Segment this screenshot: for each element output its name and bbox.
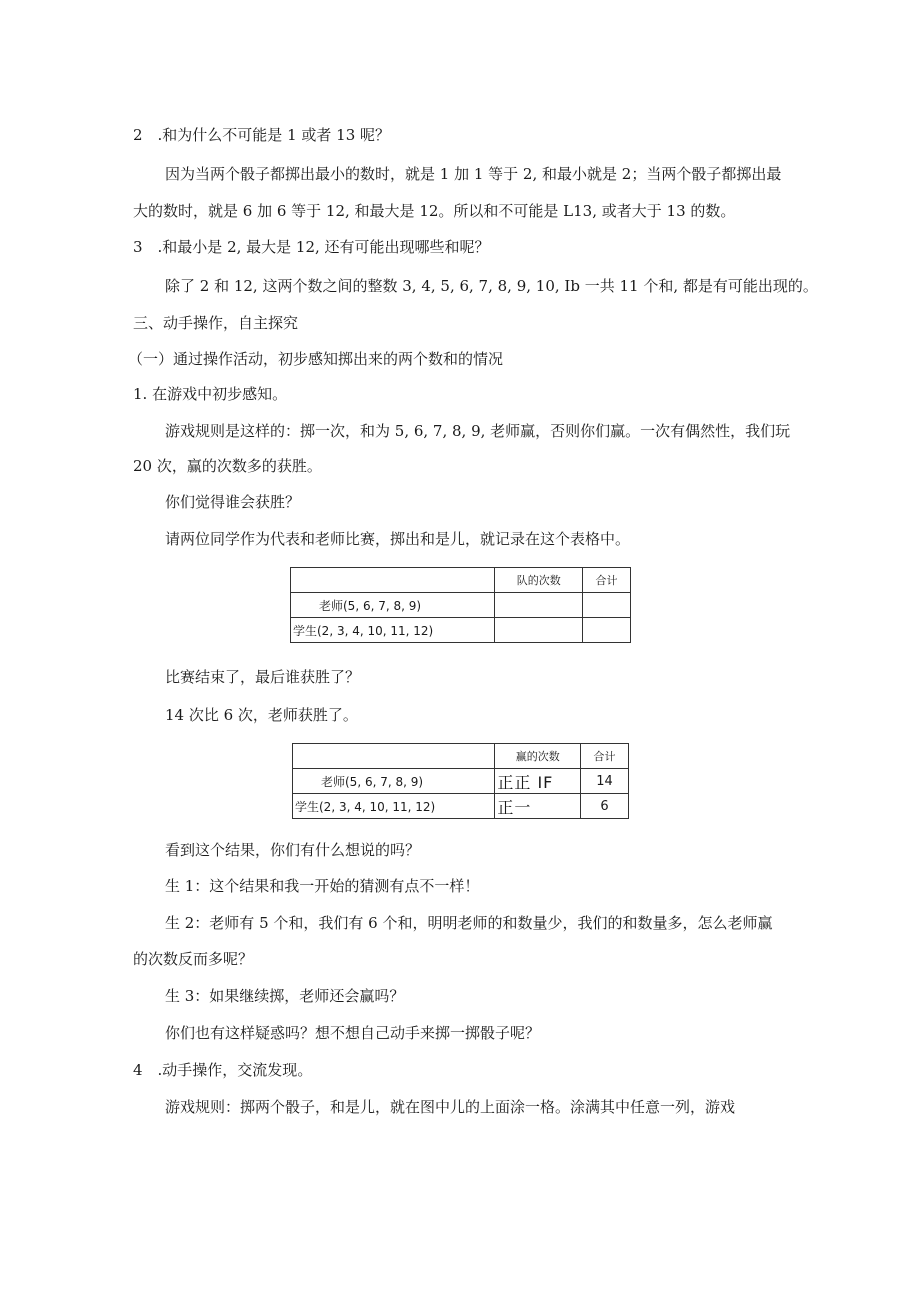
answer-2-line1: 因为当两个骰子都掷出最小的数时，就是 1 加 1 等于 2, 和最小就是 2；当两个骰子都掷出最 xyxy=(165,165,782,183)
total-cell xyxy=(583,618,631,643)
tally-cell: 正一 xyxy=(495,794,581,819)
table-header-cell: 队的次数 xyxy=(495,568,583,593)
question-3: 3 .和最小是 2, 最大是 12, 还有可能出现哪些和呢？ xyxy=(133,238,490,256)
student-2-reply-line2: 的次数反而多呢？ xyxy=(133,950,254,968)
total-cell: 6 xyxy=(581,794,629,819)
student-2-reply-line1: 生 2：老师有 5 个和，我们有 6 个和，明明老师的和数量少，我们的和数量多，怎么老师赢 xyxy=(165,914,773,932)
row-label-students: 学生(2, 3, 4, 10, 11, 12) xyxy=(291,618,495,643)
game-rules-line1: 游戏规则是这样的：掷一次，和为 5, 6, 7, 8, 9, 老师赢，否则你们赢。一次有偶然性，我们玩 xyxy=(165,422,791,440)
table-header-cell: 合计 xyxy=(581,744,629,769)
question-who-wins: 你们觉得谁会获胜？ xyxy=(165,493,301,511)
step-1-heading: 1. 在游戏中初步感知。 xyxy=(133,385,288,403)
score-table-empty xyxy=(290,567,631,643)
tally-cell xyxy=(495,618,583,643)
total-cell: 14 xyxy=(581,769,629,794)
section-heading: 三、动手操作，自主探究 xyxy=(133,314,299,332)
question-result: 比赛结束了，最后谁获胜了？ xyxy=(165,668,361,686)
row-label-teacher: 老师(5, 6, 7, 8, 9) xyxy=(291,593,495,618)
prompt-try-dice: 你们也有这样疑惑吗？想不想自己动手来掷一掷骰子呢？ xyxy=(165,1024,541,1042)
prompt-thoughts: 看到这个结果，你们有什么想说的吗？ xyxy=(165,841,421,859)
answer-2-line2: 大的数时，就是 6 加 6 等于 12, 和最大是 12。所以和不可能是 L13, 或者大于 13 的数。 xyxy=(133,202,736,220)
result-statement: 14 次比 6 次，老师获胜了。 xyxy=(165,706,358,724)
table-row xyxy=(293,794,629,819)
table-header-row xyxy=(291,568,631,593)
total-cell xyxy=(583,593,631,618)
score-table-filled xyxy=(292,743,629,819)
table-header-row xyxy=(293,744,629,769)
table-row xyxy=(291,593,631,618)
table-header-cell: 合计 xyxy=(583,568,631,593)
table-header-cell xyxy=(291,568,495,593)
row-label-students: 学生(2, 3, 4, 10, 11, 12) xyxy=(293,794,495,819)
question-2: 2 .和为什么不可能是 1 或者 13 呢？ xyxy=(133,126,391,144)
game-rules-2: 游戏规则：掷两个骰子，和是儿，就在图中儿的上面涂一格。涂满其中任意一列，游戏 xyxy=(165,1098,736,1116)
table-header-cell xyxy=(293,744,495,769)
student-1-reply: 生 1：这个结果和我一开始的猜测有点不一样！ xyxy=(165,877,480,895)
tally-cell xyxy=(495,593,583,618)
table-row xyxy=(293,769,629,794)
row-label-teacher: 老师(5, 6, 7, 8, 9) xyxy=(293,769,495,794)
answer-3: 除了 2 和 12, 这两个数之间的整数 3, 4, 5, 6, 7, 8, 9, 10, Ib 一共 11 个和, 都是有可能出现的。 xyxy=(165,277,818,295)
tally-cell: 正正 IF xyxy=(495,769,581,794)
table-header-cell: 赢的次数 xyxy=(495,744,581,769)
game-rules-line2: 20 次，赢的次数多的获胜。 xyxy=(133,457,322,475)
student-3-reply: 生 3：如果继续掷，老师还会赢吗？ xyxy=(165,987,405,1005)
step-4-heading: 4 .动手操作，交流发现。 xyxy=(133,1061,313,1079)
invite-students: 请两位同学作为代表和老师比赛，掷出和是儿，就记录在这个表格中。 xyxy=(165,530,631,548)
subsection-heading: （一）通过操作活动，初步感知掷出来的两个数和的情况 xyxy=(128,350,504,368)
table-row xyxy=(291,618,631,643)
